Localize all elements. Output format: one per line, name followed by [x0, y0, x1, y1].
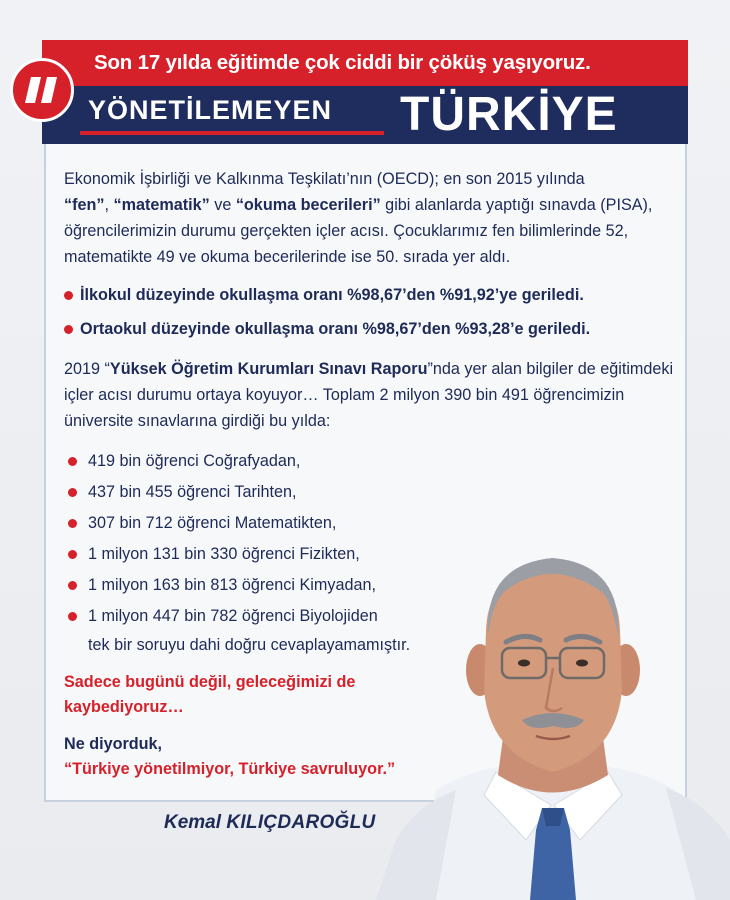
- intro-text-1: Ekonomik İşbirliği ve Kalkınma Teşkilatı’nın (OECD); en son 2015 yılında: [64, 170, 585, 188]
- stat-text: 1 milyon 447 bin 782 öğrenci Biyolojiden: [88, 607, 378, 625]
- intro-paragraph: [64, 166, 678, 270]
- portrait-image: [376, 540, 730, 900]
- stat-text: 1 milyon 131 bin 330 öğrenci Fizikten,: [88, 545, 360, 563]
- stat-text: 1 milyon 163 bin 813 öğrenci Kimyadan,: [88, 576, 376, 594]
- stat-item: [64, 510, 678, 536]
- intro-term-matematik: “matematik”: [113, 196, 210, 214]
- closing-statement: Sadece bugünü değil, geleceğimizi de kaybediyoruz…: [64, 673, 356, 716]
- title-underline: [80, 131, 384, 135]
- highlight-text: Ortaokul düzeyinde okullaşma oranı %98,67’den %93,28’e geriledi.: [80, 320, 591, 338]
- report-name: Yüksek Öğretim Kurumları Sınavı Raporu: [109, 360, 428, 378]
- bullet-icon: [68, 488, 77, 497]
- bullet-icon: [68, 581, 77, 590]
- stat-item: [64, 448, 678, 474]
- intro-sep-2: ve: [209, 196, 236, 214]
- bullet-icon: [68, 519, 77, 528]
- subtitle-banner: [42, 40, 688, 86]
- subtitle-text: Son 17 yılda eğitimde çok ciddi bir çöküş yaşıyoruz.: [94, 51, 591, 74]
- highlight-list: [64, 282, 678, 342]
- bullet-icon: [68, 550, 77, 559]
- stat-text: 419 bin öğrenci Coğrafyadan,: [88, 452, 301, 470]
- stat-text: 437 bin 455 öğrenci Tarihten,: [88, 483, 297, 501]
- closing-question: Ne diyorduk,: [64, 735, 163, 753]
- signature: [164, 812, 376, 834]
- bullet-icon: [64, 325, 73, 334]
- intro-sep-1: ,: [104, 196, 114, 214]
- bullet-icon: [68, 457, 77, 466]
- intro-term-okuma: “okuma becerileri”: [235, 196, 381, 214]
- report-paragraph: [64, 356, 678, 434]
- title-left: YÖNETİLEMEYEN: [88, 95, 333, 125]
- closing-quote: “Türkiye yönetilmiyor, Türkiye savruluyor.”: [64, 760, 396, 778]
- title-right: TÜRKİYE: [400, 88, 618, 141]
- stat-item: [64, 479, 678, 505]
- signature-first-name: Kemal: [164, 812, 222, 833]
- bullet-icon: [64, 291, 73, 300]
- quote-mark-icon: [10, 58, 74, 122]
- stats-continuation: tek bir soruyu dahi doğru cevaplayamamıştır.: [88, 636, 411, 654]
- report-prefix: 2019 “: [64, 360, 110, 378]
- report-suffix: ”nda yer alan bilgiler de eğitimdeki içler acısı durumu ortaya koyuyor… Toplam 2 milyon 390 bin 491 öğrencimizin üniversite sınavlarına girdiği bu yılda:: [64, 360, 674, 430]
- bullet-icon: [68, 612, 77, 621]
- title-banner: [42, 86, 688, 144]
- intro-term-fen: “fen”: [64, 196, 105, 214]
- intro-text-2: gibi alanlarda yaptığı sınavda (PISA), öğrencilerimizin durumu gerçekten içler acısı. Çocuklarımız fen bilimlerinde 52, matematikte 49 ve okuma becerilerinde ise 50. sırada yer aldı.: [64, 196, 653, 266]
- stat-text: 307 bin 712 öğrenci Matematikten,: [88, 514, 337, 532]
- highlight-item: [64, 282, 678, 308]
- signature-last-name: KILIÇDAROĞLU: [226, 812, 376, 833]
- highlight-text: İlkokul düzeyinde okullaşma oranı %98,67’den %91,92’ye geriledi.: [80, 286, 584, 304]
- highlight-item: [64, 316, 678, 342]
